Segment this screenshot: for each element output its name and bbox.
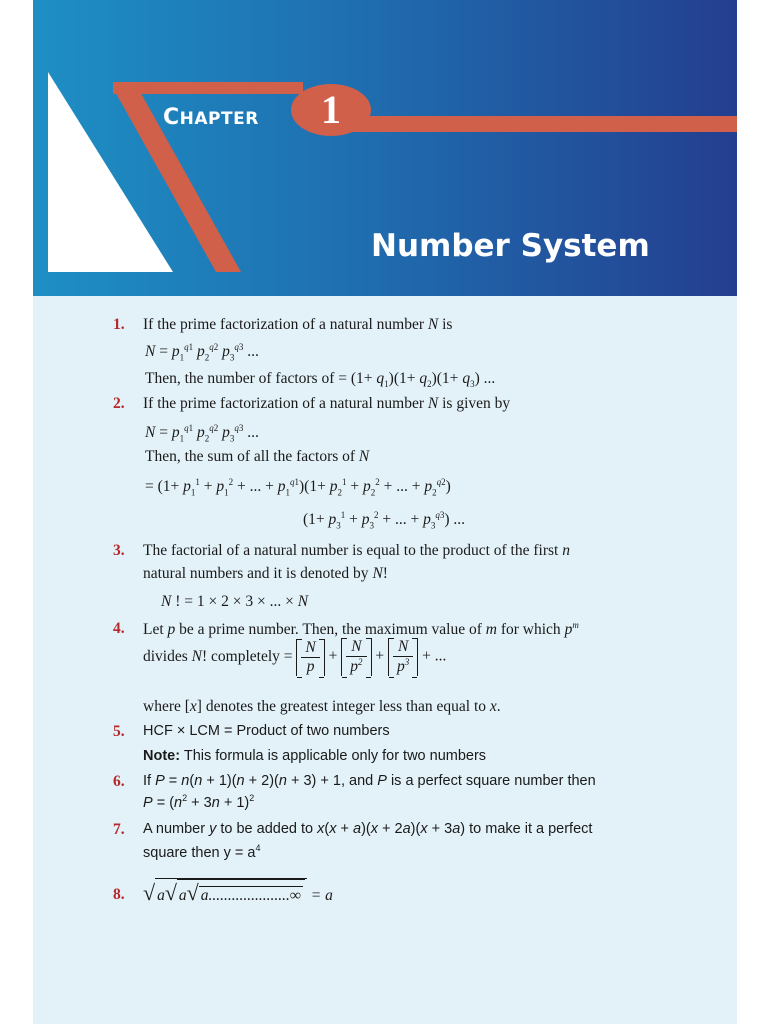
white-triangle: [48, 72, 173, 272]
chapter-number: 1: [321, 87, 341, 132]
item-4-line-2: divides N! completely = $\frac{N}{p}$ + $\frac{N}{p^2}$ + $\frac{N}{p^3}$ + ...: [143, 638, 447, 676]
item-7-line-2: square then $y = a^4$: [143, 843, 261, 861]
item-4-line-3: where [x] denotes the greatest integer less than equal to x.: [143, 698, 501, 715]
item-3-line-1: The factorial of a natural number is equal to the product of the first n: [143, 542, 570, 559]
item-3-line-2: natural numbers and it is denoted by N!: [143, 565, 388, 582]
right-stripe: [353, 116, 737, 132]
item-1-line-1: If the prime factorization of a natural number N is: [143, 316, 453, 333]
item-1-line-3: Then, the number of factors of = $(1+ q_1)(1+ q_2)(1+ q_3)$ ...: [145, 370, 496, 390]
item-number: 4.: [113, 620, 125, 637]
item-number: 1.: [113, 316, 125, 333]
item-number: 2.: [113, 395, 125, 412]
chapter-title: Number System: [371, 228, 650, 264]
chapter-label: CHAPTER: [163, 105, 259, 130]
item-6-line-1: If P = n(n + 1)(n + 2)(n + 3) + 1, and P is a perfect square number then: [143, 773, 596, 789]
item-2-line-1: If the prime factorization of a natural number N is given by: [143, 395, 511, 412]
item-5-line-1: HCF × LCM = Product of two numbers: [143, 723, 390, 739]
item-number: 7.: [113, 821, 125, 838]
item-2-line-5: ($1+ p_3^1 + p_3^2$ + ... + $p_3^{q3}$) ...: [303, 510, 466, 531]
note-label: Note:: [143, 748, 181, 764]
chapter-header: [33, 0, 737, 296]
top-stripe: [113, 82, 303, 94]
page: [33, 0, 737, 1024]
item-6-line-2: $P = (n^2 + 3n + 1)^2$: [143, 793, 255, 811]
item-number: 5.: [113, 723, 125, 740]
item-4-line-1: Let p be a prime number. Then, the maximum value of m for which $p^m$: [143, 620, 579, 639]
formula-list: [33, 296, 737, 1024]
item-7-line-1: A number y to be added to x(x + a)(x + 2a)(x + 3a) to make it a perfect: [143, 821, 593, 837]
item-1-line-2: $N = p_1^{q1}$ $p_2^{q2}$ $p_3^{q3}$ ...: [145, 342, 259, 363]
item-number: 8.: [113, 886, 125, 903]
note-text: This formula is applicable only for two numbers: [183, 748, 487, 764]
item-8-formula: √ a√ a√ a.....................∞ = a: [143, 880, 333, 905]
item-3-line-3: N ! = 1 × 2 × 3 × ... × N: [161, 593, 309, 610]
item-number: 6.: [113, 773, 125, 790]
item-5-note: [143, 748, 486, 764]
item-2-line-4: = ($1+ p_1^1 + p_1^2$ + ... + $p_1^{q1})(1+ p_2^1 + p_2^2$ + ... + $p_2^{q2}$): [145, 477, 451, 498]
item-2-line-3: Then, the sum of all the factors of N: [145, 448, 370, 465]
item-2-line-2: $N = p_1^{q1}$ $p_2^{q2}$ $p_3^{q3}$ ...: [145, 423, 259, 444]
item-number: 3.: [113, 542, 125, 559]
